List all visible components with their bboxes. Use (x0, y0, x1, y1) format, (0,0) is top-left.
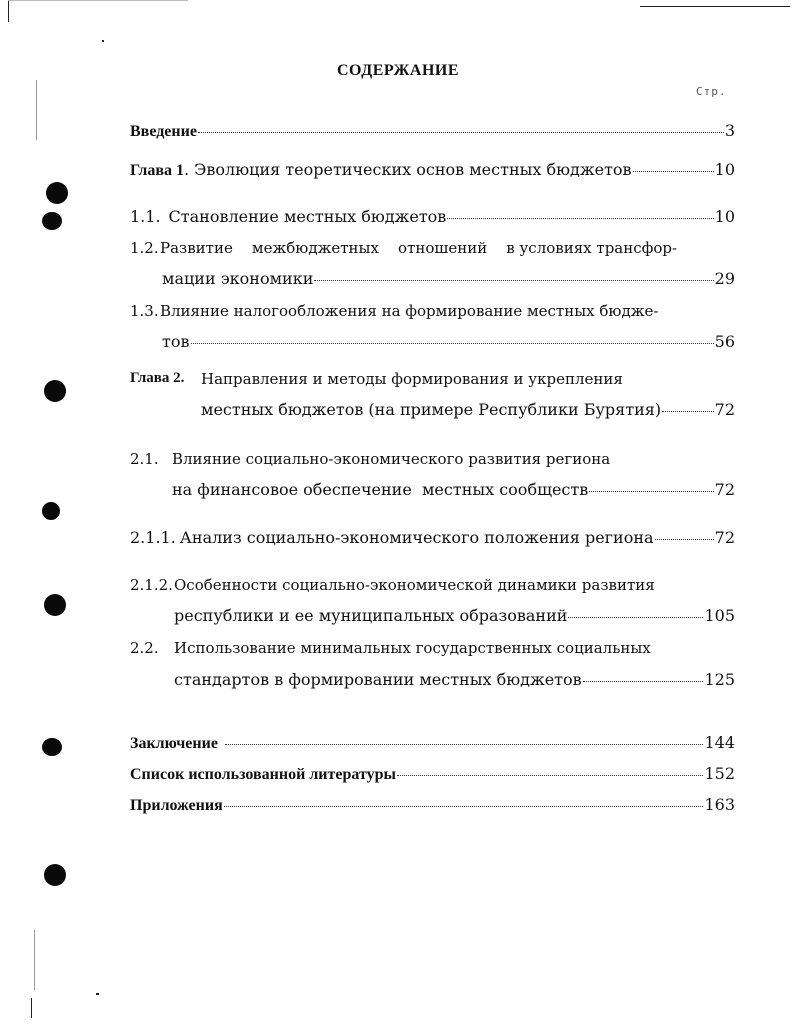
scan-edge-line (34, 930, 35, 990)
toc-entry-label: . Эволюция теоретических основ местных бюджетов (184, 160, 632, 179)
punch-hole (42, 502, 60, 520)
leader-dots (655, 539, 714, 540)
toc-entry-label-line1[interactable]: Направления и методы формирования и укрепления (201, 370, 623, 388)
leader-dots (314, 280, 713, 281)
toc-entry-label-line2: местных бюджетов (на примере Республики Бурятия) (201, 400, 662, 419)
leader-dots (198, 132, 724, 133)
toc-entry-section-1-2[interactable] (162, 269, 735, 288)
punch-hole (44, 380, 66, 402)
toc-entry-label-line1[interactable]: Влияние социально-экономического развития региона (172, 450, 611, 468)
toc-entry-label-line2: на финансовое обеспечение местных сообществ (172, 480, 589, 499)
chapter-prefix: Глава 2. (130, 370, 185, 386)
toc-page-number: 125 (704, 670, 735, 689)
leader-dots (397, 775, 703, 776)
toc-page-number: 105 (704, 606, 735, 625)
toc-entry-label: Анализ социально-экономического положения региона (179, 528, 654, 547)
toc-entry-label-line1[interactable]: Использование минимальных государственных социальных (174, 639, 651, 657)
section-number: 2.1.1. (130, 528, 176, 547)
chapter-prefix: Глава 1 (130, 162, 184, 179)
toc-page-number: 144 (704, 733, 735, 752)
toc-entry-label: Становление местных бюджетов (168, 207, 447, 226)
toc-entry-label-line2: стандартов в формировании местных бюджетов (174, 670, 582, 689)
leader-dots (589, 491, 713, 492)
toc-entry-label-line2: тов (162, 332, 190, 351)
scan-speck (102, 40, 104, 42)
toc-page-number: 152 (704, 764, 735, 783)
toc-entry-section-2-1-2[interactable] (174, 606, 735, 625)
toc-entry-section-1-1[interactable] (130, 207, 735, 226)
scan-edge-line (640, 6, 790, 7)
toc-entry-section-2-2[interactable] (174, 670, 735, 689)
punch-hole (42, 212, 62, 230)
toc-entry-label: Введение (130, 123, 197, 140)
toc-entry-label-line2: мации экономики (162, 269, 314, 288)
toc-page-number: 29 (714, 269, 735, 288)
toc-entry-intro[interactable] (130, 121, 735, 141)
toc-page-number: 72 (714, 528, 735, 547)
toc-page-number: 72 (714, 480, 735, 499)
toc-entry-chapter-2[interactable] (201, 400, 735, 419)
section-number: 1.1. (130, 207, 161, 226)
toc-entry-label-line1[interactable]: Развитие межбюджетных отношений в условиях трансфор- (160, 239, 678, 257)
section-number: 1.3. (130, 302, 159, 320)
scan-edge-line (8, 0, 9, 22)
toc-entry-conclusion[interactable] (130, 733, 735, 753)
toc-entry-section-2-1-1[interactable] (130, 528, 735, 547)
punch-hole (44, 594, 66, 616)
leader-dots (568, 617, 703, 618)
toc-entry-label-line1[interactable]: Влияние налогообложения на формирование местных бюдже- (160, 302, 659, 320)
toc-page-number: 163 (704, 795, 735, 814)
punch-hole (44, 864, 66, 886)
leader-dots (583, 681, 704, 682)
toc-page-number: 3 (724, 121, 735, 140)
punch-hole (42, 738, 62, 756)
toc-entry-appendices[interactable] (130, 795, 735, 815)
leader-dots (662, 411, 714, 412)
toc-entry-references[interactable] (130, 764, 735, 784)
leader-dots (224, 806, 704, 807)
toc-entry-label-line2: республики и ее муниципальных образований (174, 606, 568, 625)
scan-edge-line (31, 998, 32, 1018)
toc-entry-label: Список использованной литературы (130, 766, 396, 783)
toc-page-number: 10 (714, 160, 735, 179)
toc-page-number: 72 (714, 400, 735, 419)
toc-page-number: 10 (714, 207, 735, 226)
page-column-label: Стр. (696, 85, 727, 98)
toc-entry-label-line1[interactable]: Особенности социально-экономической динамики развития (174, 576, 655, 594)
toc-entry-section-1-3[interactable] (162, 332, 735, 351)
punch-hole (46, 182, 68, 204)
section-number: 1.2. (130, 239, 159, 257)
toc-entry-label: Приложения (130, 797, 223, 814)
page-title: СОДЕРЖАНИЕ (336, 62, 460, 79)
leader-dots (191, 343, 714, 344)
scan-speck (96, 993, 99, 995)
leader-dots (447, 218, 713, 219)
toc-entry-label: Заключение (130, 735, 218, 752)
leader-dots (633, 171, 714, 172)
toc-entry-section-2-1[interactable] (172, 480, 735, 499)
scan-edge-line (36, 80, 37, 140)
scan-edge-line (8, 0, 188, 1)
toc-entry-chapter-1[interactable] (130, 160, 735, 180)
leader-dots (225, 744, 704, 745)
section-number: 2.1.2. (130, 576, 173, 594)
section-number: 2.2. (130, 639, 159, 657)
section-number: 2.1. (130, 450, 159, 468)
toc-page-number: 56 (714, 332, 735, 351)
